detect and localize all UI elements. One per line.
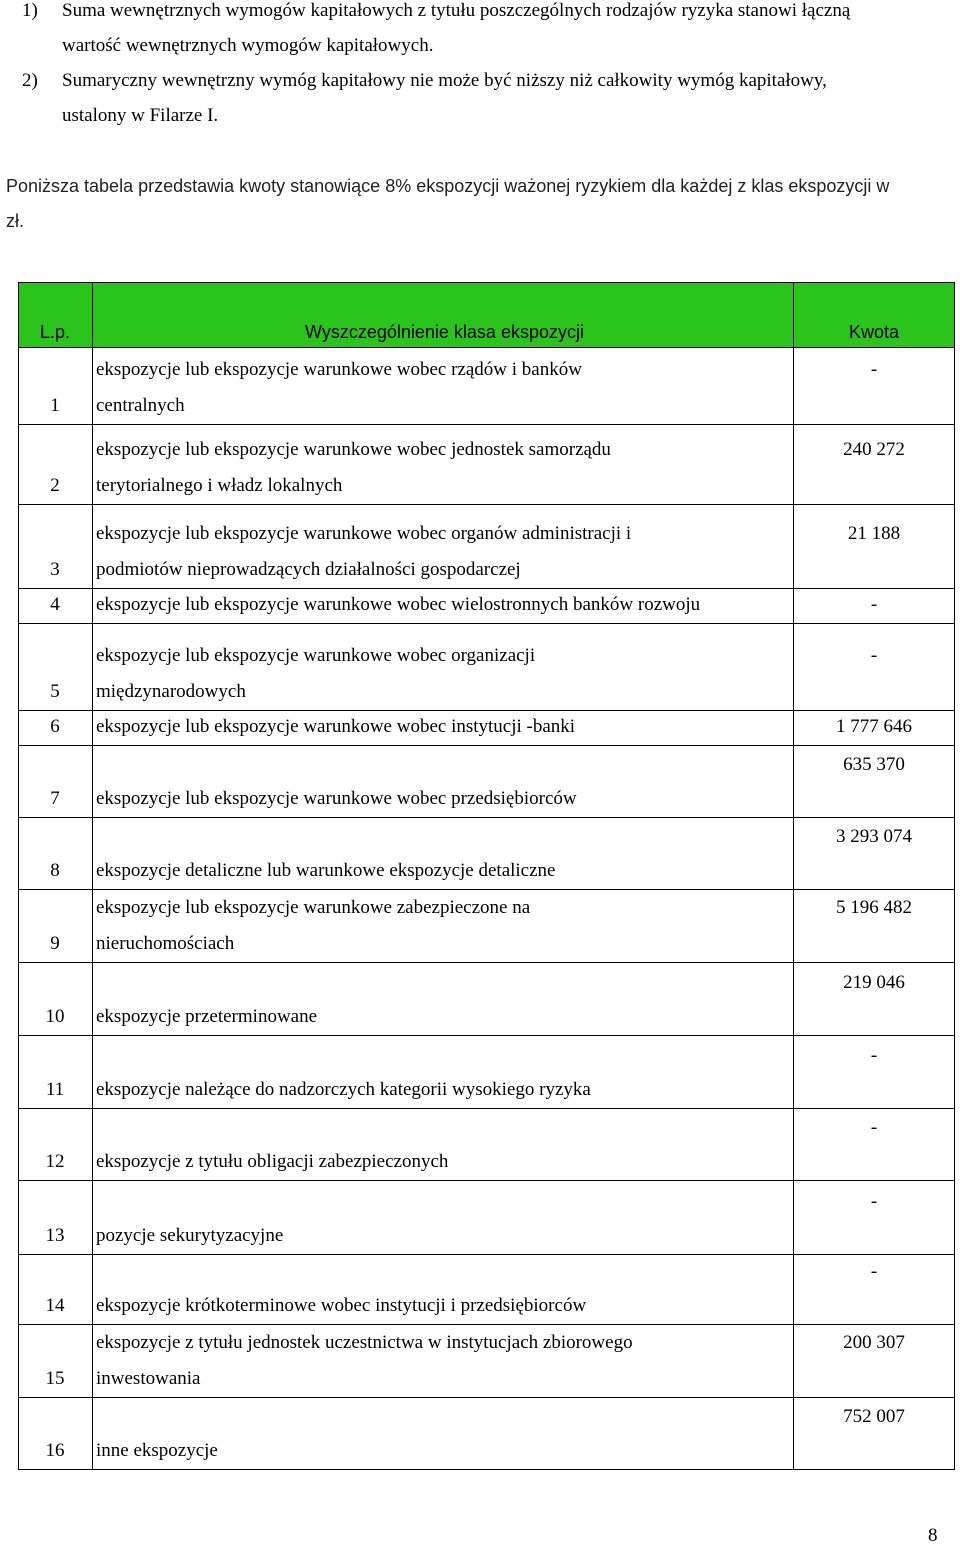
row-description: ekspozycje krótkoterminowe wobec instytucji i przedsiębiorców [96,1295,587,1316]
row-number: 12 [45,1151,65,1172]
row-amount: - [870,1191,878,1212]
list-number: 2) [22,70,38,91]
row-amount: 752 007 [843,1406,905,1427]
row-amount: - [870,1045,878,1066]
row-amount: - [870,359,878,380]
table-row [18,1108,955,1181]
row-description: ekspozycje z tytułu jednostek uczestnictwa w instytucjach zbiorowego [96,1332,633,1353]
intro-line: zł. [6,211,24,231]
table-row [18,1254,955,1325]
row-description: ekspozycje lub ekspozycje warunkowe wobec przedsiębiorców [96,788,577,809]
row-description: nieruchomościach [96,933,235,954]
row-amount: 21 188 [847,523,901,544]
row-amount: 3 293 074 [836,826,912,847]
row-number: 5 [50,681,60,702]
row-description: inwestowania [96,1368,201,1389]
row-number: 4 [50,594,60,615]
table-row [18,962,955,1036]
row-amount: 200 307 [843,1332,905,1353]
row-description: ekspozycje lub ekspozycje warunkowe wobec instytucji -banki [96,716,576,737]
row-description: międzynarodowych [96,681,246,702]
row-number: 13 [45,1225,65,1246]
table-row [18,710,955,746]
row-number: 15 [45,1368,65,1389]
row-number: 6 [50,716,60,737]
row-description: centralnych [96,395,185,416]
row-description: ekspozycje z tytułu obligacji zabezpieczonych [96,1151,449,1172]
row-number: 3 [50,559,60,580]
row-amount: 635 370 [843,754,905,775]
row-amount: 1 777 646 [836,716,912,737]
row-description: ekspozycje należące do nadzorczych kategorii wysokiego ryzyka [96,1079,591,1100]
row-amount: - [870,594,878,615]
exposure-table [18,282,955,1509]
row-amount: - [870,1117,878,1138]
list-number: 1) [22,0,38,21]
row-amount: 5 196 482 [836,897,912,918]
row-description: pozycje sekurytyzacyjne [96,1225,284,1246]
row-description: podmiotów nieprowadzących działalności gospodarczej [96,559,521,580]
row-description: ekspozycje lub ekspozycje warunkowe wobec rządów i banków [96,359,582,380]
row-number: 16 [45,1440,65,1461]
table-row [18,817,955,890]
table-header-row [18,283,955,348]
header-description: Wyszczególnienie klasa ekspozycji [305,322,584,342]
row-amount: 219 046 [843,972,905,993]
row-number: 8 [50,860,60,881]
row-description: ekspozycje przeterminowane [96,1006,318,1027]
list-text-line: wartość wewnętrznych wymogów kapitałowych. [62,35,434,56]
row-description: ekspozycje lub ekspozycje warunkowe wobec wielostronnych banków rozwoju [96,594,701,615]
row-number: 1 [50,395,60,416]
row-amount: - [870,1261,878,1282]
row-number: 10 [45,1006,65,1027]
table-row [18,424,955,505]
row-number: 2 [50,475,60,496]
list-text-line: Sumaryczny wewnętrzny wymóg kapitałowy nie może być niższy niż całkowity wymóg kapitałowy, [62,70,827,91]
row-description: ekspozycje lub ekspozycje warunkowe wobec organów administracji i [96,523,632,544]
row-number: 7 [50,788,60,809]
table-row [18,588,955,624]
row-number: 9 [50,933,60,954]
header-amount: Kwota [848,322,900,342]
table-row [18,889,955,963]
table-row [18,347,955,425]
intro-line: Poniższa tabela przedstawia kwoty stanowiące 8% ekspozycji ważonej ryzykiem dla każdej z klas ekspozycji w [6,176,890,196]
row-description: ekspozycje detaliczne lub warunkowe ekspozycje detaliczne [96,860,556,881]
table-row [18,1324,955,1398]
table-row [18,1397,955,1470]
row-amount: - [870,645,878,666]
row-description: inne ekspozycje [96,1440,218,1461]
row-number: 11 [45,1079,65,1100]
list-text-line: Suma wewnętrznych wymogów kapitałowych z tytułu poszczególnych rodzajów ryzyka stanowi łączną [62,0,851,21]
page-number: 8 [928,1525,938,1546]
table-row [18,1035,955,1109]
table-row [18,1180,955,1255]
row-description: ekspozycje lub ekspozycje warunkowe zabezpieczone na [96,897,531,918]
table-row [18,745,955,818]
list-text-line: ustalony w Filarze I. [62,105,219,126]
row-number: 14 [45,1295,65,1316]
row-description: ekspozycje lub ekspozycje warunkowe wobec jednostek samorządu [96,439,611,460]
table-row [18,504,955,589]
row-description: ekspozycje lub ekspozycje warunkowe wobec organizacji [96,645,536,666]
row-amount: 240 272 [843,439,905,460]
table-row [18,623,955,711]
row-description: terytorialnego i władz lokalnych [96,475,343,496]
header-lp: L.p. [39,322,71,342]
